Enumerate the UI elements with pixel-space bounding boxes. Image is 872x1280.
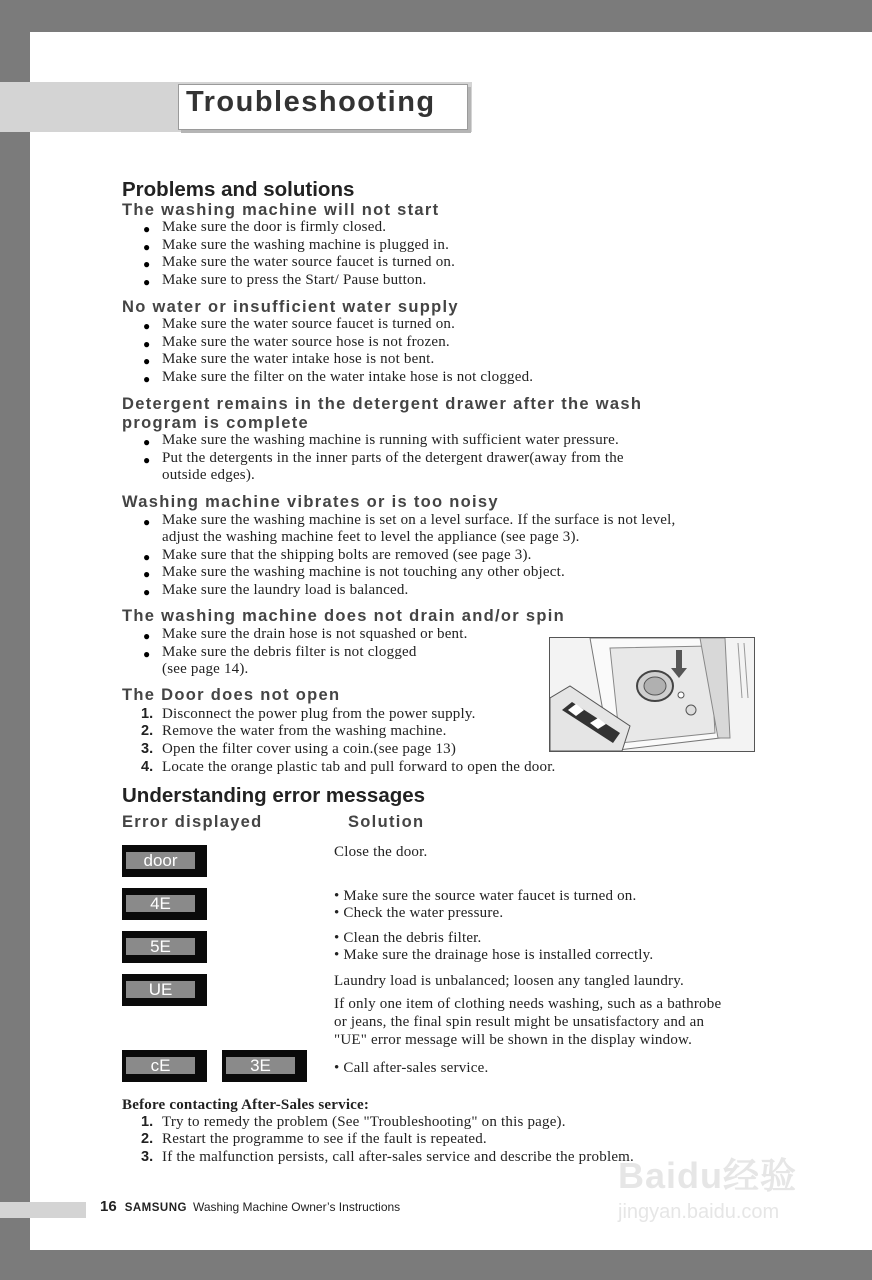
list-item: Make sure the washing machine is set on a level surface. If the surface is not level,	[162, 512, 676, 528]
error-display-4e: 4E	[122, 888, 207, 920]
bullet-icon: ●	[143, 550, 151, 564]
list-item: Make sure the water source faucet is turned on.	[162, 254, 456, 270]
section-title: The Door does not open	[122, 686, 341, 704]
list-item: Put the detergents in the inner parts of the detergent drawer(away from the	[162, 450, 624, 466]
before-contacting-heading: Before contacting After-Sales service:	[122, 1097, 370, 1113]
list-item-continued: outside edges).	[162, 467, 255, 483]
step-text: Remove the water from the washing machine.	[162, 723, 447, 739]
list-item: Make sure the washing machine is plugged in.	[162, 237, 450, 253]
bullet-icon: ●	[143, 435, 151, 449]
bullet-icon: ●	[143, 585, 151, 599]
bullet-icon: ●	[143, 629, 151, 643]
bullet-icon: ●	[143, 337, 151, 351]
brand-name: SAMSUNG	[124, 1202, 187, 1214]
step-text: Try to remedy the problem (See "Troubleshooting" on this page).	[162, 1114, 566, 1130]
column-header-error: Error displayed	[122, 813, 263, 831]
section-title: The washing machine will not start	[122, 201, 440, 219]
list-item-continued: adjust the washing machine feet to level the appliance (see page 3).	[162, 529, 580, 545]
step-text: Open the filter cover using a coin.(see page 13)	[162, 741, 457, 757]
bullet-icon: ●	[143, 257, 151, 271]
problems-heading: Problems and solutions	[122, 178, 355, 201]
error-display-3e: 3E	[222, 1050, 307, 1082]
step-number: 2.	[141, 1131, 154, 1147]
bullet-icon: ●	[143, 240, 151, 254]
solution-4e-line: • Make sure the source water faucet is turned on.	[334, 888, 637, 904]
filter-cover-illustration	[549, 637, 755, 752]
bullet-icon: ●	[143, 453, 151, 467]
section-title: Washing machine vibrates or is too noisy	[122, 493, 499, 511]
step-text: Restart the programme to see if the fault is repeated.	[162, 1131, 487, 1147]
list-item: Make sure the water source hose is not frozen.	[162, 334, 450, 350]
solution-ce-3e: • Call after-sales service.	[334, 1060, 489, 1076]
bullet-icon: ●	[143, 647, 151, 661]
washing-machine-filter-icon	[550, 638, 754, 751]
solution-ue-note: If only one item of clothing needs washing, such as a bathrobe	[334, 996, 722, 1012]
section-title: The washing machine does not drain and/or spin	[122, 607, 566, 625]
bullet-icon: ●	[143, 372, 151, 386]
list-item-continued: (see page 14).	[162, 661, 249, 677]
list-item: Make sure the washing machine is running with sufficient water pressure.	[162, 432, 619, 448]
solution-ue: Laundry load is unbalanced; loosen any tangled laundry.	[334, 973, 684, 989]
step-number: 1.	[141, 1114, 154, 1130]
list-item: Make sure that the shipping bolts are removed (see page 3).	[162, 547, 532, 563]
baidu-watermark	[618, 1148, 797, 1224]
error-display-ce: cE	[122, 1050, 207, 1082]
step-text: If the malfunction persists, call after-sales service and describe the problem.	[162, 1149, 634, 1165]
solution-door: Close the door.	[334, 844, 428, 860]
bullet-icon: ●	[143, 319, 151, 333]
step-number: 3.	[141, 741, 154, 757]
page-number: 16	[100, 1198, 117, 1215]
watermark-url: jingyan.baidu.com	[618, 1201, 780, 1223]
list-item: Make sure the water intake hose is not bent.	[162, 351, 435, 367]
footer-bar	[0, 1202, 86, 1218]
error-display-ue: UE	[122, 974, 207, 1006]
error-display-5e: 5E	[122, 931, 207, 963]
bullet-icon: ●	[143, 515, 151, 529]
column-header-solution: Solution	[348, 813, 425, 831]
bullet-icon: ●	[143, 222, 151, 236]
section-title: No water or insufficient water supply	[122, 298, 459, 316]
list-item: Make sure the filter on the water intake hose is not clogged.	[162, 369, 534, 385]
step-text: Locate the orange plastic tab and pull forward to open the door.	[162, 759, 556, 775]
list-item: Make sure the door is firmly closed.	[162, 219, 387, 235]
section-title: program is complete	[122, 414, 309, 432]
step-number: 1.	[141, 706, 154, 722]
page-title: Troubleshooting	[186, 86, 436, 118]
step-number: 2.	[141, 723, 154, 739]
list-item: Make sure the laundry load is balanced.	[162, 582, 409, 598]
list-item: Make sure the washing machine is not touching any other object.	[162, 564, 565, 580]
step-number: 4.	[141, 759, 154, 775]
list-item: Make sure to press the Start/ Pause button.	[162, 272, 427, 288]
list-item: Make sure the debris filter is not clogged	[162, 644, 417, 660]
error-display-door: door	[122, 845, 207, 877]
list-item: Make sure the drain hose is not squashed or bent.	[162, 626, 468, 642]
solution-4e-line: • Check the water pressure.	[334, 905, 504, 921]
solution-ue-note: "UE" error message will be shown in the display window.	[334, 1032, 693, 1048]
solution-ue-note: or jeans, the final spin result might be unsatisfactory and an	[334, 1014, 705, 1030]
footer-text: Washing Machine Owner’s Instructions	[192, 1200, 401, 1214]
step-number: 3.	[141, 1149, 154, 1165]
bullet-icon: ●	[143, 354, 151, 368]
list-item: Make sure the water source faucet is turned on.	[162, 316, 456, 332]
bullet-icon: ●	[143, 275, 151, 289]
section-title: Detergent remains in the detergent drawer after the wash	[122, 395, 643, 413]
solution-5e-line: • Clean the debris filter.	[334, 930, 482, 946]
watermark-logo: Baidu经验	[618, 1155, 798, 1196]
step-text: Disconnect the power plug from the power supply.	[162, 706, 476, 722]
solution-5e-line: • Make sure the drainage hose is installed correctly.	[334, 947, 654, 963]
footer	[100, 1198, 400, 1215]
bullet-icon: ●	[143, 567, 151, 581]
errors-heading: Understanding error messages	[122, 784, 426, 807]
